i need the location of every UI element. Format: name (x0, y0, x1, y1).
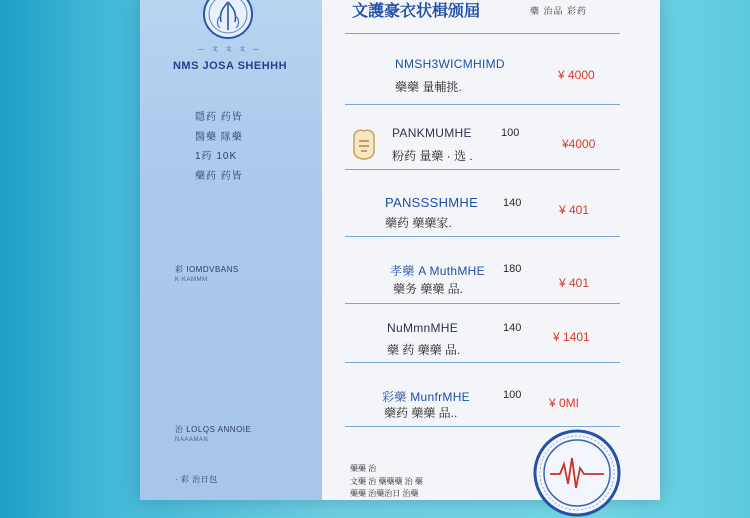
item-name: 孝藥 A MuthMHE (390, 264, 485, 278)
sidebar-info-block (175, 474, 218, 485)
sidebar-info-title: 治 LOLQS ANNOIE (175, 425, 252, 434)
item-price: ¥ 0MI (549, 396, 580, 410)
item-qty: 100 (501, 127, 520, 139)
sidebar-info-block (175, 264, 239, 283)
footer-line: 藥藥 治藥治日 治藥 (350, 489, 419, 498)
divider (345, 426, 620, 427)
item-desc: 藥药 藥藥家. (385, 216, 452, 230)
item-qty: 180 (503, 263, 522, 275)
item-name: NMSH3WICMHIMD (395, 57, 505, 71)
main-panel (322, 0, 660, 500)
brand-subtitle: — 文 文 文 — (198, 47, 262, 53)
item-qty: 140 (503, 322, 522, 334)
divider (345, 362, 620, 363)
sidebar-line: 1药 10K (195, 151, 238, 162)
divider (345, 169, 620, 170)
item-price: ¥4000 (562, 137, 596, 151)
divider (345, 104, 620, 105)
sidebar-info-block (175, 424, 251, 443)
divider (345, 303, 620, 304)
sidebar-info-sub: NAAAMAN (175, 437, 209, 443)
sidebar-info-title: 彩 IOMDVBANS (175, 265, 239, 274)
sidebar-lines (195, 108, 243, 186)
product-icon (348, 127, 380, 161)
item-qty: 100 (503, 389, 522, 401)
page-title: 文護豪衣状楫颁屆 (352, 3, 481, 20)
footer-line: 文藥 治 藥藥藥 治 藥 (350, 477, 423, 486)
sidebar-info-sub: K·KAMMM (175, 277, 208, 283)
header-meta: 藥 治品 彩药 (530, 6, 588, 16)
sidebar-info-title: · 彩 治日包 (175, 475, 218, 484)
item-price: ¥ 4000 (558, 68, 595, 82)
sidebar-line: 隱药 药皆 (195, 112, 243, 123)
divider (345, 33, 620, 34)
item-name: 彩藥 MunfrMHE (382, 390, 470, 404)
item-desc: 藥 药 藥藥 品. (387, 343, 461, 357)
item-price: ¥ 401 (559, 276, 590, 290)
item-desc: 藥务 藥藥 品. (393, 282, 464, 296)
item-name: NuMmnMHE (387, 321, 459, 335)
item-desc: 粉药 量藥 · 选 . (392, 149, 473, 163)
sidebar-line: 醫藥 隊藥 (195, 131, 243, 143)
item-name: PANKMUMHE (392, 126, 472, 140)
footer-line: 藥藥 治 (350, 464, 377, 473)
item-price: ¥ 1401 (553, 330, 590, 344)
clinic-seal-icon (532, 428, 622, 518)
sidebar-line: 藥药 药皆 (195, 170, 243, 182)
item-price: ¥ 401 (559, 203, 590, 217)
item-desc: 藥藥 量輔挑. (395, 80, 462, 94)
clinic-logo-icon (201, 0, 255, 40)
item-desc: 藥药 藥藥 品.. (384, 406, 458, 420)
item-qty: 140 (503, 197, 522, 209)
item-name: PANSSSHMHE (385, 195, 479, 210)
divider (345, 236, 620, 237)
brand-name: NMS JOSA SHEHHH (172, 60, 288, 72)
